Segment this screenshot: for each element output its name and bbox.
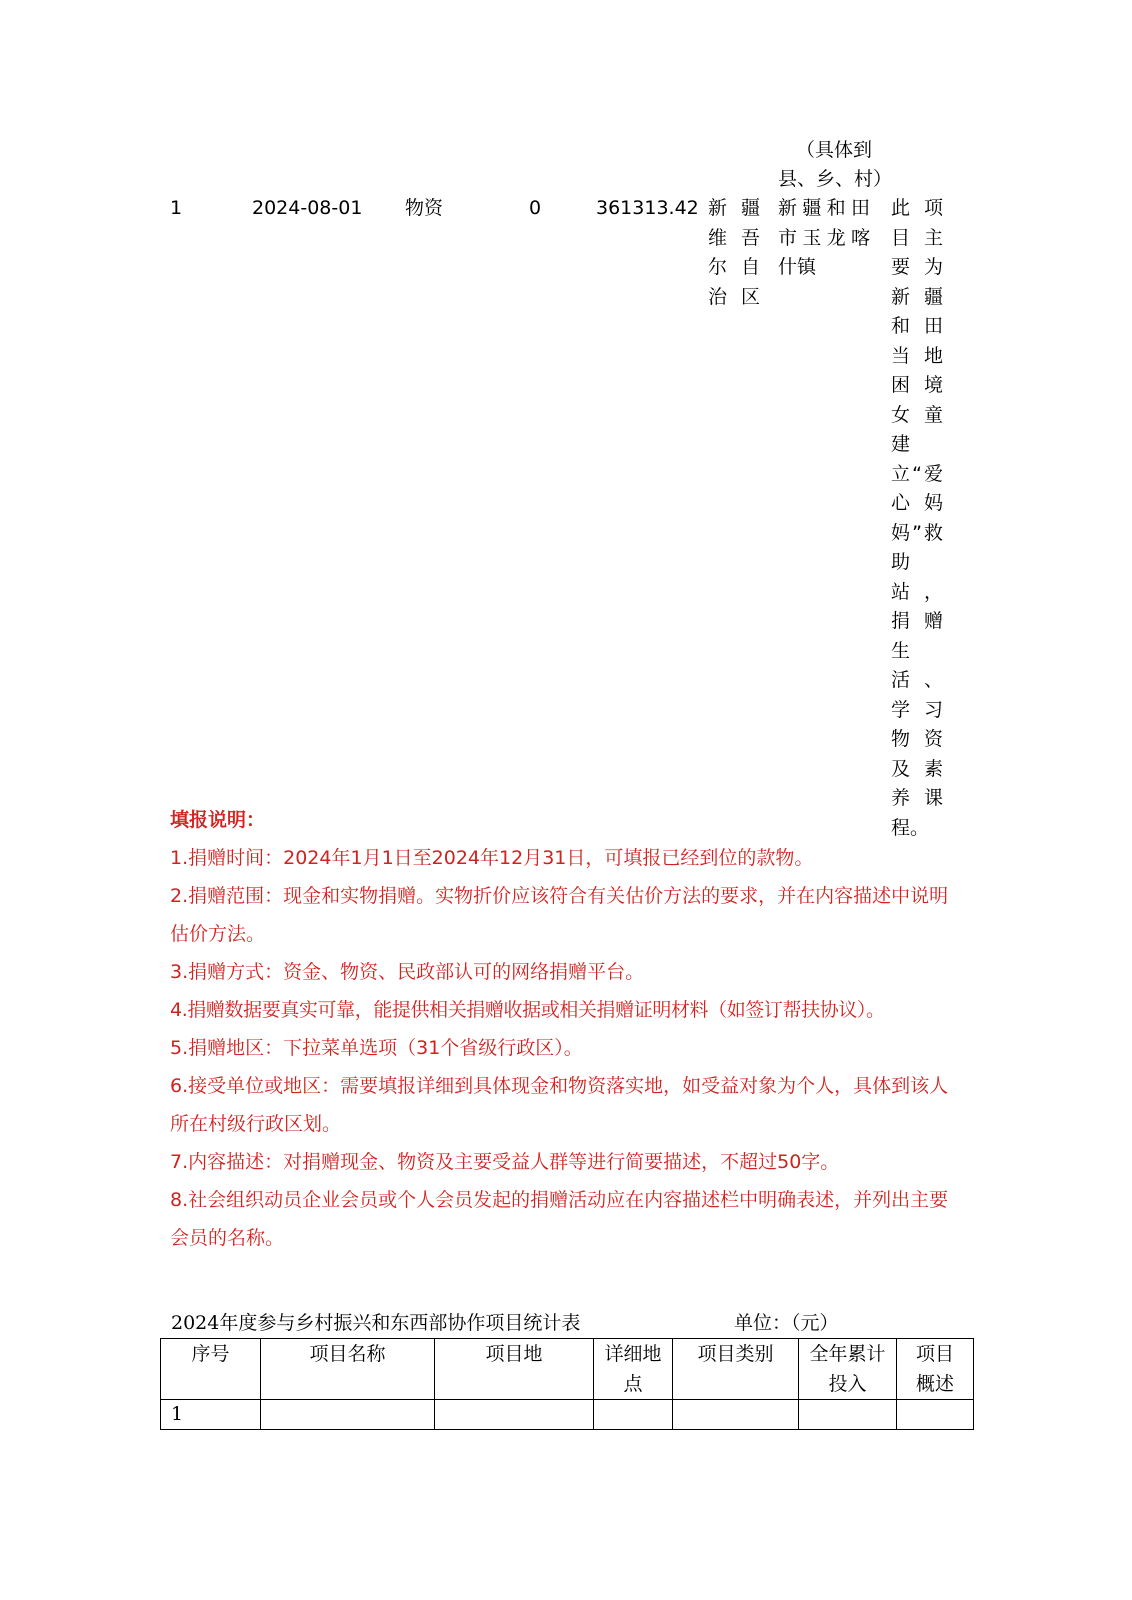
instruction-item: 6.接受单位或地区：需要填报详细到具体现金和物资落实地，如受益对象为个人，具体到该人所在村级行政区划。	[170, 1075, 949, 1135]
donation-type: 物资	[405, 197, 444, 219]
recipient-header-line1: （具体到	[796, 139, 873, 161]
column-header-name: 项目名称	[261, 1339, 435, 1400]
column-header-detail-location: 详细地点	[594, 1339, 673, 1400]
column-header-overview: 项目概述	[897, 1339, 974, 1400]
recipient-header-line2: 县、乡、村）	[778, 168, 893, 190]
instruction-item: 5.捐赠地区：下拉菜单选项（31个省级行政区）。	[170, 1037, 583, 1059]
table-row	[161, 1400, 974, 1430]
table-cell	[594, 1400, 673, 1430]
table-cell	[435, 1400, 594, 1430]
column-header-category: 项目类别	[673, 1339, 799, 1400]
instruction-item: 1.捐赠时间：2024年1月1日至2024年12月31日，可填报已经到位的款物。	[170, 847, 814, 869]
instructions-block	[170, 804, 960, 1257]
table-cell-index: 1	[161, 1400, 261, 1430]
table-cell	[673, 1400, 799, 1430]
project-table-header	[161, 1339, 974, 1400]
project-table	[160, 1338, 974, 1430]
column-header-annual-investment: 全年累计投入	[799, 1339, 897, 1400]
column-header-location: 项目地	[435, 1339, 594, 1400]
donation-description: 此项目主要为新疆和田当地困境女童建立“爱心妈妈”救助站，捐赠生活、学习物资及素养课程。	[891, 197, 943, 839]
instruction-item: 2.捐赠范围：现金和实物捐赠。实物折价应该符合有关估价方法的要求，并在内容描述中说明估价方法。	[170, 885, 949, 945]
table-cell	[261, 1400, 435, 1430]
instruction-item: 7.内容描述：对捐赠现金、物资及主要受益人群等进行简要描述，不超过50字。	[170, 1151, 840, 1173]
instruction-item: 8.社会组织动员企业会员或个人会员发起的捐赠活动应在内容描述栏中明确表述，并列出主要会员的名称。	[170, 1189, 949, 1249]
project-table-title: 2024年度参与乡村振兴和东西部协作项目统计表	[171, 1312, 581, 1334]
project-table-unit: 单位：（元）	[734, 1312, 839, 1334]
instruction-item: 3.捐赠方式：资金、物资、民政部认可的网络捐赠平台。	[170, 961, 645, 983]
row-index: 1	[170, 197, 183, 219]
donation-province: 新疆维吾尔自治区	[708, 197, 760, 308]
cash-amount: 0	[529, 197, 542, 219]
column-header-index: 序号	[161, 1339, 261, 1400]
instructions-title: 填报说明：	[170, 809, 266, 831]
table-cell	[799, 1400, 897, 1430]
goods-amount: 361313.42	[596, 197, 699, 219]
instruction-item: 4.捐赠数据要真实可靠，能提供相关捐赠收据或相关捐赠证明材料（如签订帮扶协议）。	[170, 999, 885, 1021]
recipient-location: 新疆和田市玉龙喀什镇	[778, 197, 870, 278]
table-cell	[897, 1400, 974, 1430]
donation-date: 2024-08-01	[252, 197, 363, 219]
